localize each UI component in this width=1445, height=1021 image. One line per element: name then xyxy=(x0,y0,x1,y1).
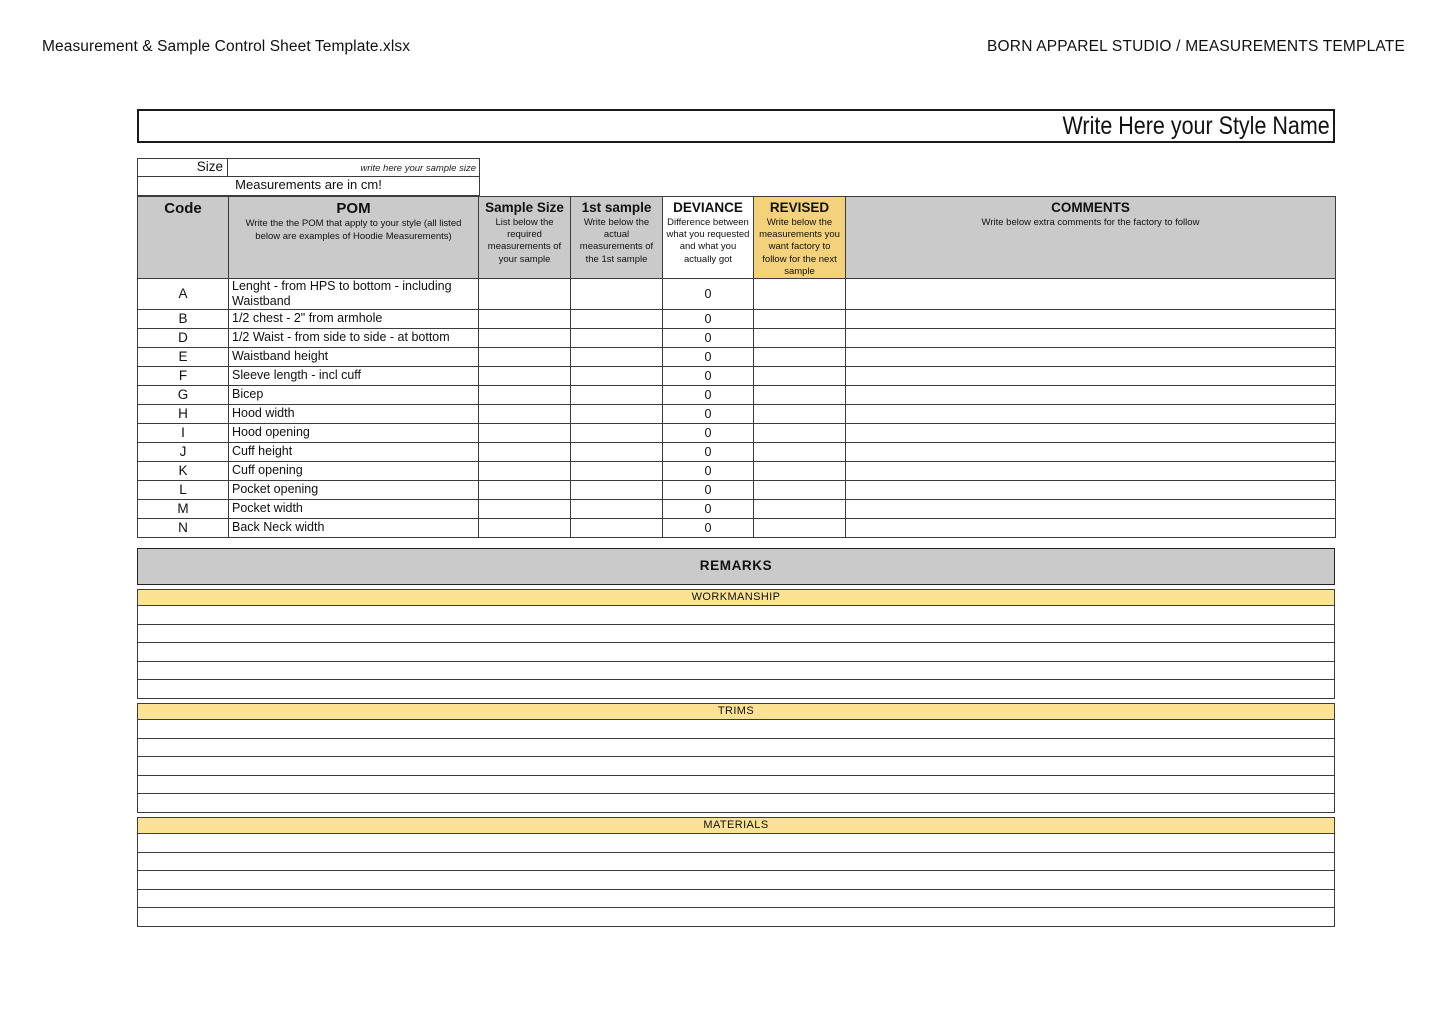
cell-first-sample[interactable] xyxy=(571,404,663,423)
column-header-pom xyxy=(229,197,479,279)
cell-sample-size[interactable] xyxy=(479,366,571,385)
cell-comments[interactable] xyxy=(846,518,1336,537)
cell-sample-size[interactable] xyxy=(479,499,571,518)
table-row xyxy=(138,499,1336,518)
cell-revised[interactable] xyxy=(754,279,846,310)
column-label: DEVIANCE xyxy=(673,200,743,215)
cell-first-sample[interactable] xyxy=(571,279,663,310)
remarks-empty-row[interactable] xyxy=(137,794,1335,813)
cell-sample-size[interactable] xyxy=(479,279,571,310)
cell-pom: Lenght - from HPS to bottom - including Waistband xyxy=(229,279,479,310)
cell-deviance: 0 xyxy=(663,309,754,328)
cell-first-sample[interactable] xyxy=(571,518,663,537)
size-placeholder: write here your sample size xyxy=(360,163,476,174)
cell-first-sample[interactable] xyxy=(571,366,663,385)
cell-code: E xyxy=(138,347,229,366)
column-header-sample-size xyxy=(479,197,571,279)
cell-code: D xyxy=(138,328,229,347)
cell-comments[interactable] xyxy=(846,347,1336,366)
cell-pom: Back Neck width xyxy=(229,518,479,537)
cell-pom: 1/2 chest - 2" from armhole xyxy=(229,309,479,328)
remarks-empty-row[interactable] xyxy=(137,606,1335,625)
remarks-empty-row[interactable] xyxy=(137,890,1335,909)
remarks-empty-row[interactable] xyxy=(137,757,1335,776)
table-row xyxy=(138,309,1336,328)
cell-pom: Hood opening xyxy=(229,423,479,442)
cell-first-sample[interactable] xyxy=(571,309,663,328)
table-row xyxy=(138,461,1336,480)
cell-pom: Cuff height xyxy=(229,442,479,461)
cell-code: L xyxy=(138,480,229,499)
cell-comments[interactable] xyxy=(846,404,1336,423)
cell-deviance: 0 xyxy=(663,347,754,366)
cell-revised[interactable] xyxy=(754,404,846,423)
cell-first-sample[interactable] xyxy=(571,480,663,499)
column-label: COMMENTS xyxy=(1051,200,1130,215)
column-header-deviance xyxy=(663,197,754,279)
cell-code: K xyxy=(138,461,229,480)
remarks-empty-row[interactable] xyxy=(137,720,1335,739)
cell-code: J xyxy=(138,442,229,461)
cell-sample-size[interactable] xyxy=(479,385,571,404)
units-note: Measurements are in cm! xyxy=(137,177,480,196)
column-subtitle: Write below the measurements you want factory to follow for the next sample xyxy=(759,216,840,277)
table-row xyxy=(138,404,1336,423)
cell-comments[interactable] xyxy=(846,328,1336,347)
column-header-revised xyxy=(754,197,846,279)
cell-comments[interactable] xyxy=(846,279,1336,310)
remarks-empty-row[interactable] xyxy=(137,739,1335,758)
cell-first-sample[interactable] xyxy=(571,385,663,404)
column-label: Code xyxy=(164,200,202,217)
section-band-workmanship: WORKMANSHIP xyxy=(137,589,1335,606)
cell-pom: Pocket width xyxy=(229,499,479,518)
cell-comments[interactable] xyxy=(846,480,1336,499)
remarks-empty-row[interactable] xyxy=(137,853,1335,872)
cell-first-sample[interactable] xyxy=(571,423,663,442)
cell-code: M xyxy=(138,499,229,518)
cell-first-sample[interactable] xyxy=(571,347,663,366)
style-name-placeholder: Write Here your Style Name xyxy=(1062,111,1330,140)
cell-pom: Sleeve length - incl cuff xyxy=(229,366,479,385)
cell-revised[interactable] xyxy=(754,461,846,480)
cell-code: H xyxy=(138,404,229,423)
cell-deviance: 0 xyxy=(663,442,754,461)
column-label: Sample Size xyxy=(485,200,564,215)
column-subtitle: List below the required measurements of your sample xyxy=(487,216,562,265)
cell-revised[interactable] xyxy=(754,328,846,347)
cell-revised[interactable] xyxy=(754,366,846,385)
cell-deviance: 0 xyxy=(663,480,754,499)
style-name-cell[interactable] xyxy=(137,109,1335,143)
cell-revised[interactable] xyxy=(754,347,846,366)
cell-sample-size[interactable] xyxy=(479,442,571,461)
cell-revised[interactable] xyxy=(754,442,846,461)
column-label: REVISED xyxy=(769,200,830,215)
cell-revised[interactable] xyxy=(754,309,846,328)
remarks-block xyxy=(137,548,1335,927)
cell-revised[interactable] xyxy=(754,385,846,404)
remarks-empty-row[interactable] xyxy=(137,680,1335,699)
column-label: POM xyxy=(336,200,371,217)
cell-first-sample[interactable] xyxy=(571,442,663,461)
remarks-empty-row[interactable] xyxy=(137,871,1335,890)
size-block xyxy=(137,158,480,196)
cell-revised[interactable] xyxy=(754,499,846,518)
cell-sample-size[interactable] xyxy=(479,461,571,480)
column-subtitle: Write the the POM that apply to your style (all listed below are examples of Hoodie Measurements) xyxy=(245,218,462,242)
cell-code: F xyxy=(138,366,229,385)
remarks-empty-row[interactable] xyxy=(137,908,1335,927)
remarks-empty-row[interactable] xyxy=(137,834,1335,853)
cell-revised[interactable] xyxy=(754,423,846,442)
header-row xyxy=(138,197,1336,279)
cell-first-sample[interactable] xyxy=(571,499,663,518)
cell-deviance: 0 xyxy=(663,461,754,480)
cell-comments[interactable] xyxy=(846,499,1336,518)
cell-code: N xyxy=(138,518,229,537)
cell-code: A xyxy=(138,279,229,310)
cell-pom: Pocket opening xyxy=(229,480,479,499)
cell-deviance: 0 xyxy=(663,328,754,347)
section-band-trims: TRIMS xyxy=(137,703,1335,720)
cell-code: G xyxy=(138,385,229,404)
brand-title: BORN APPAREL STUDIO / MEASUREMENTS TEMPLATE xyxy=(987,38,1405,55)
cell-sample-size[interactable] xyxy=(479,404,571,423)
remarks-empty-row[interactable] xyxy=(137,625,1335,644)
cell-sample-size[interactable] xyxy=(479,423,571,442)
measurement-table xyxy=(137,196,1336,538)
column-subtitle: Write below the actual measurements of the 1st sample xyxy=(579,216,654,265)
cell-deviance: 0 xyxy=(663,518,754,537)
table-row xyxy=(138,385,1336,404)
cell-first-sample[interactable] xyxy=(571,328,663,347)
column-subtitle: Difference between what you requested and what you actually got xyxy=(666,216,750,265)
cell-comments[interactable] xyxy=(846,442,1336,461)
size-row xyxy=(137,158,480,177)
remarks-sections xyxy=(137,589,1335,927)
cell-code: B xyxy=(138,309,229,328)
cell-pom: Bicep xyxy=(229,385,479,404)
pom-table-body xyxy=(138,279,1336,538)
column-header-comments xyxy=(846,197,1336,279)
cell-comments[interactable] xyxy=(846,461,1336,480)
table-row xyxy=(138,366,1336,385)
remarks-empty-row[interactable] xyxy=(137,662,1335,681)
cell-comments[interactable] xyxy=(846,366,1336,385)
cell-sample-size[interactable] xyxy=(479,328,571,347)
remarks-empty-row[interactable] xyxy=(137,776,1335,795)
cell-comments[interactable] xyxy=(846,309,1336,328)
remarks-empty-row[interactable] xyxy=(137,643,1335,662)
table-row xyxy=(138,442,1336,461)
column-subtitle: Write below extra comments for the factory to follow xyxy=(981,216,1200,228)
cell-sample-size[interactable] xyxy=(479,518,571,537)
cell-deviance: 0 xyxy=(663,404,754,423)
cell-pom: Hood width xyxy=(229,404,479,423)
table-row xyxy=(138,347,1336,366)
cell-deviance: 0 xyxy=(663,366,754,385)
size-label: Size xyxy=(137,158,228,177)
cell-deviance: 0 xyxy=(663,279,754,310)
column-header-code xyxy=(138,197,229,279)
cell-revised[interactable] xyxy=(754,518,846,537)
cell-pom: Waistband height xyxy=(229,347,479,366)
cell-pom: 1/2 Waist - from side to side - at bottom xyxy=(229,328,479,347)
cell-deviance: 0 xyxy=(663,385,754,404)
cell-deviance: 0 xyxy=(663,423,754,442)
cell-first-sample[interactable] xyxy=(571,461,663,480)
section-band-materials: MATERIALS xyxy=(137,817,1335,834)
remarks-title: REMARKS xyxy=(137,548,1335,585)
column-label: 1st sample xyxy=(581,200,652,215)
column-header-1st-sample xyxy=(571,197,663,279)
window-title: Measurement & Sample Control Sheet Template.xlsx xyxy=(42,38,411,55)
cell-sample-size[interactable] xyxy=(479,347,571,366)
cell-sample-size[interactable] xyxy=(479,309,571,328)
table-row xyxy=(138,423,1336,442)
cell-sample-size[interactable] xyxy=(479,480,571,499)
cell-revised[interactable] xyxy=(754,480,846,499)
table-row xyxy=(138,480,1336,499)
table-row xyxy=(138,279,1336,310)
size-input-cell[interactable] xyxy=(228,158,480,177)
cell-comments[interactable] xyxy=(846,423,1336,442)
table-row xyxy=(138,518,1336,537)
cell-deviance: 0 xyxy=(663,499,754,518)
cell-pom: Cuff opening xyxy=(229,461,479,480)
cell-code: I xyxy=(138,423,229,442)
cell-comments[interactable] xyxy=(846,385,1336,404)
table-row xyxy=(138,328,1336,347)
